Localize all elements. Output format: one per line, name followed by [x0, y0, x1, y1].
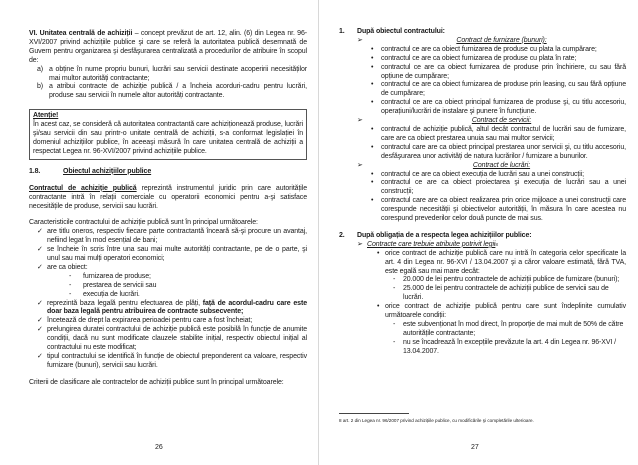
list-item: - furnizarea de produse; — [69, 272, 151, 280]
subsection-heading: ➢ Contract de lucrări: — [357, 161, 531, 169]
list-item: - nu se încadrează în excepțiile prevăzute la art. 4 din Legea nr. 96-XVI / 13.04.2007. — [393, 338, 616, 355]
section-heading: 2. După obligația de a respecta legea achizițiilor publice: — [339, 231, 532, 239]
subsection-heading: ➢ Contracte care trebuie atribuite potrivit legii 8 — [357, 240, 498, 248]
attention-box — [29, 109, 307, 160]
list-item: ✓ prelungirea duratei contractului de achiziție publică este posibilă în funcție de anumite condiții, dacă nu sunt modificate clauzele stabilite inițial, respectiv obiectul inițial al contractului nu este modificat; — [37, 326, 307, 352]
list-item: b) a atribui contracte de achiziție publică / a încheia acorduri-cadru pentru lucrări, produse sau servicii în numele altor autorități contractante. — [37, 83, 307, 100]
section-heading — [29, 168, 307, 177]
intro-list — [37, 66, 307, 102]
section-number: 1.8. — [29, 167, 41, 175]
list-item: ✓ tipul contractului se identifică în funcție de obiectul preponderent ca valoare, respectiv furnizare (bunuri), servicii sau lucrări. — [37, 353, 307, 369]
footnote-separator — [339, 413, 409, 414]
page-right — [319, 0, 638, 465]
list-item: • contractul ce are ca obiect furnizarea de produse prin închiriere, cu sau fără opțiune de cumpărare; — [371, 63, 626, 80]
list-item: ✓ are titlu oneros, respectiv fiecare parte contractantă înceară să-şi procure un avantaj, nefiind legat în mod esențial de bani; — [37, 228, 307, 245]
subsection-heading: ➢ Contract de furnizare (bunuri): — [357, 36, 547, 44]
footnote: 8 art. 2 din Legea nr. 96/2007 privind achizițiile publice, cu modificările şi completările ulterioare. — [339, 418, 534, 423]
list-item: - prestarea de servicii sau — [69, 281, 157, 289]
list-item: ✓ are ca obiect: — [37, 263, 88, 271]
page-number-right: 27 — [471, 444, 479, 451]
list-item: • contractul care are ca obiect realizarea prin orice mijloace a unei construcții care corespunde necesității şi obiectivelor autorității, în măsura în care acestea nu corespund prevederilor celor două puncte de mai sus. — [371, 197, 626, 223]
characteristics-intro: Caracteristicile contractului de achiziție publică sunt în principal următoarele: — [29, 219, 258, 227]
page-number-left: 26 — [155, 444, 163, 451]
list-item: • orice contract de achiziție publică care nu intră în categoria celor specificate la art. 4 din Legea nr. 96-XVI / 13.04.2007 şi a căror valoare estimată, fără TVA, este egală sau mai mare decât: — [377, 249, 626, 275]
list-item: a) a obține în nume propriu bunuri, lucrări sau servicii destinate acoperirii necesităților mai multor autorități contractante; — [37, 65, 307, 82]
subsection-heading: ➢ Contract de servicii: — [357, 117, 532, 125]
list-item: • orice contract de achiziție publică pentru care sunt îndeplinite cumulativ următoarele condiții: — [377, 303, 626, 320]
list-item: ✓ se încheie în scris între una sau mai multe autorități contractante, pe de o parte, şi unul sau mai mulți operatori economici; — [37, 246, 307, 263]
definition-paragraph — [29, 185, 307, 212]
arrow-icon: ➢ — [357, 240, 363, 248]
list-item: - este subvenționat în mod direct, în proporție de mai mult de 50% de către autoritățile contractante; — [393, 321, 624, 337]
list-item: - 25.000 de lei pentru contractele de achiziții publice de servicii sau de lucrări. — [393, 285, 609, 302]
arrow-icon: ➢ — [357, 117, 363, 125]
arrow-icon: ➢ — [357, 161, 363, 169]
intro-text: – concept prevăzut de art. 12, alin. (6) din Legea nr. 96-XVI/2007 privind achizițiile publice şi care se referă la autoritatea publică desemnată de Guvern pentru organizarea şi desfăşurarea centralizată a procedurilor de atribuire în scopul de: — [29, 30, 307, 64]
intro-heading: VI. Unitatea centrală de achiziții — [29, 30, 133, 37]
definition-term: Contractul de achiziție publică — [29, 184, 137, 192]
list-item: • contractul care are ca obiect principal prestarea unor servicii şi, cu titlu accesoriu, desfăşurarea unor activități de natura lucrărilor / furnizare a bunurilor. — [371, 143, 626, 160]
list-item: • contractul ce are ca obiect furnizarea de produse cu plata la cumpărare; — [371, 45, 597, 53]
attention-text: În acest caz, se consideră că autoritatea contractantă care achiziționează produse, lucrări şi/sau servicii din sau printr-o unitate centrală de achiziții, s-a conformat legislației în domeniul achizițiilor publice, în aceeaşi măsură în care unitatea centrală de achiziții a respectat Legea nr. 96-XVI/2007 privind achizițiile publice. — [33, 121, 303, 155]
list-item: • contractul ce are ca obiect furnizarea de produse prin leasing, cu sau fără opțiune de cumpărare; — [371, 81, 626, 98]
arrow-icon: ➢ — [357, 36, 363, 44]
definition-text: reprezintă instrumentul juridic prin care autoritățile contractante intră în relații comerciale cu operatorii economici pentru a-şi satisface necesitățile de produse, servicii sau lucrări. — [29, 184, 308, 210]
list-item: • contractul ce are ca obiect principal furnizarea de produse şi, cu titlu accesoriu, operațiuni/lucrări de instalare şi punere în funcțiune. — [371, 99, 626, 116]
list-item: - execuția de lucrări. — [69, 290, 140, 298]
attention-title: Atenție! — [33, 112, 59, 120]
section-heading: 1. După obiectul contractului: — [339, 28, 445, 35]
list-item: • contractul ce are ca obiect execuția de lucrări sau a unei construcții; — [371, 170, 585, 178]
list-item: - 20.000 de lei pentru contractele de achiziții publice de furnizare (bunuri); — [393, 276, 620, 284]
list-item: ✓ reprezintă baza legală pentru efectuarea de plăți, față de acordul-cadru care este doar baza legală pentru atribuirea de contracte subsecvente; — [37, 299, 307, 316]
list-item: • contractul ce are ca obiect proiectarea şi execuția de lucrări sau a unei construcții; — [371, 179, 626, 196]
list-item: • contractul ce are ca obiect furnizarea de produse cu plata în rate; — [371, 54, 577, 62]
footnote-ref: 8 — [495, 241, 498, 247]
section-title: Obiectul achizițiilor publice — [63, 167, 152, 175]
list-item: • contractul de achiziție publică, altul decât contractul de lucrări sau de furnizare, care are ca obiect prestarea unuia sau mai multor servicii; — [371, 125, 626, 142]
list-item: ✓ încetează de drept la expirarea perioadei pentru care a fost încheiat; — [37, 317, 253, 325]
criteria-paragraph: Criterii de clasificare ale contractelor de achiziții publice sunt în principal următoarele: — [29, 378, 284, 386]
intro-paragraph — [29, 30, 307, 66]
